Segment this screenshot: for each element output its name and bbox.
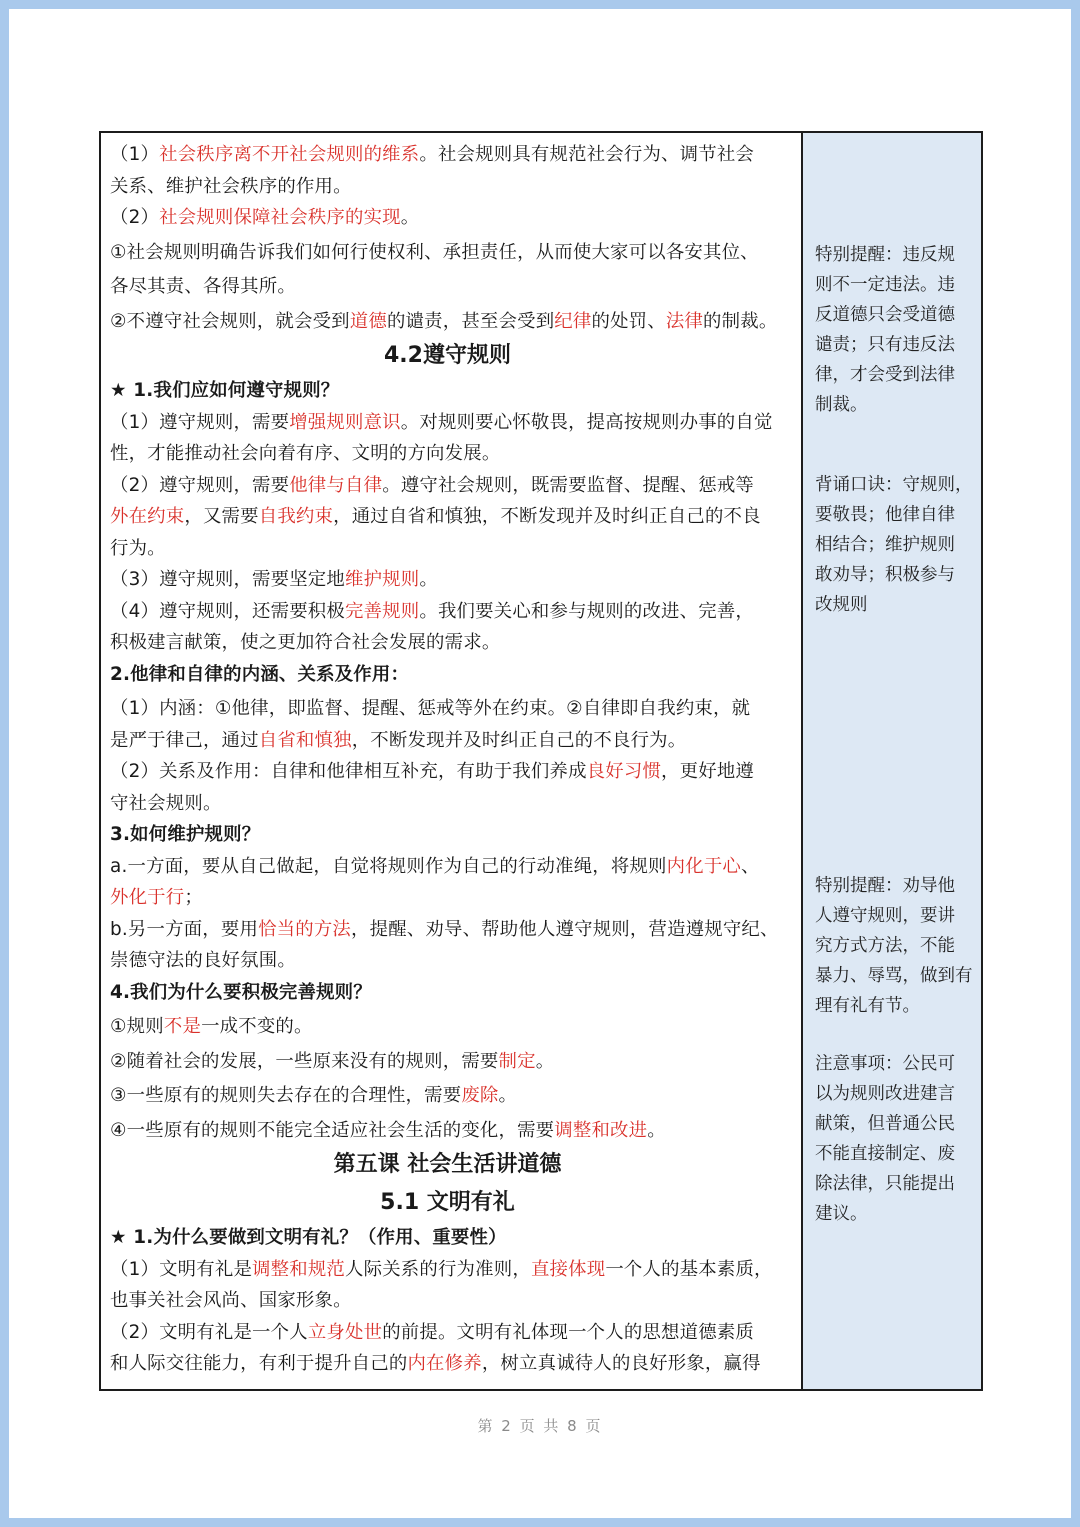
text-line: （2）社会规则保障社会秩序的实现。 — [110, 207, 420, 228]
text-line: （1）社会秩序离不开社会规则的维系。社会规则具有规范社会行为、调节社会 — [110, 144, 755, 165]
text-line: ④一些原有的规则不能完全适应社会生活的变化，需要调整和改进。 — [110, 1119, 666, 1141]
text-line: 关系、维护社会秩序的作用。 — [110, 175, 352, 197]
document-page — [9, 9, 1071, 1518]
reminder-note: 特别提醒：劝导他 人遵守规则，要讲 究方式方法，不能 暴力、辱骂，做到有 理有礼有节。 — [815, 876, 973, 1016]
text-line: （1）内涵：①他律，即监督、提醒、惩戒等外在约束。②自律即自我约束，就 — [110, 698, 751, 719]
text-line: 和人际交往能力，有利于提升自己的内在修养，树立真诚待人的良好形象，赢得 — [110, 1353, 761, 1374]
text-line: ②不遵守社会规则，就会受到道德的谴责，甚至会受到纪律的处罚、法律的制裁。 — [110, 310, 778, 332]
question-heading: 3.如何维护规则？ — [110, 824, 261, 845]
text-line: ③一些原有的规则失去存在的合理性，需要废除。 — [110, 1085, 518, 1106]
question-heading: ★ 1.我们应如何遵守规则？ — [110, 380, 340, 401]
text-line: b.另一方面，要用恰当的方法，提醒、劝导、帮助他人遵守规则，营造遵规守纪、 — [110, 918, 779, 940]
text-line: 性，才能推动社会向着有序、文明的方向发展。 — [110, 443, 501, 464]
question-heading: 4.我们为什么要积极完善规则？ — [110, 981, 372, 1003]
section-heading: 5.1 文明有礼 — [380, 1190, 515, 1215]
question-heading: ★ 1.为什么要做到文明有礼？（作用、重要性） — [110, 1227, 507, 1248]
text-line: 守社会规则。 — [110, 792, 222, 814]
text-line: 积极建言献策，使之更加符合社会发展的需求。 — [110, 632, 501, 653]
text-line: ①社会规则明确告诉我们如何行使权利、承担责任，从而使大家可以各安其位、 — [110, 241, 759, 263]
reminder-note: 特别提醒：违反规 则不一定违法。违 反道德只会受道德 谴责；只有违反法 律，才会受到法律 制裁。 — [815, 245, 955, 415]
text-line: 是严于律己，通过自省和慎独，不断发现并及时纠正自己的不良行为。 — [110, 729, 687, 751]
text-line: （1）遵守规则，需要增强规则意识。对规则要心怀敬畏，提高按规则办事的自觉 — [110, 411, 773, 433]
notes-table — [99, 131, 983, 1391]
section-heading: 4.2遵守规则 — [384, 343, 511, 368]
mnemonic-note: 背诵口诀：守规则， 要敬畏；他律自律 相结合；维护规则 敢劝导；积极参与 改规则 — [815, 475, 973, 615]
text-line: （3）遵守规则，需要坚定地维护规则。 — [110, 569, 438, 590]
page-number: 第 2 页 共 8 页 — [477, 1417, 603, 1435]
text-line: 崇德守法的良好氛围。 — [110, 950, 296, 971]
text-line: 也事关社会风尚、国家形象。 — [110, 1290, 352, 1311]
text-line: 各尽其责、各得其所。 — [110, 276, 296, 297]
text-line: 外化于行； — [110, 887, 203, 908]
text-line: （2）关系及作用：自律和他律相互补充，有助于我们养成良好习惯，更好地遵 — [110, 761, 755, 782]
text-line: 行为。 — [110, 537, 166, 559]
text-line: ②随着社会的发展，一些原来没有的规则，需要制定。 — [110, 1050, 555, 1072]
text-line: 外在约束，又需要自我约束，通过自省和慎独，不断发现并及时纠正自己的不良 — [110, 506, 761, 527]
text-line: （4）遵守规则，还需要积极完善规则。我们要关心和参与规则的改进、完善， — [110, 600, 755, 622]
question-heading: 2.他律和自律的内涵、关系及作用： — [110, 663, 410, 685]
lesson-heading: 第五课 社会生活讲道德 — [333, 1152, 562, 1177]
main-content-column — [101, 133, 803, 1389]
text-line: （2）文明有礼是一个人立身处世的前提。文明有礼体现一个人的思想道德素质 — [110, 1321, 755, 1343]
text-line: （1）文明有礼是调整和规范人际关系的行为准则，直接体现一个人的基本素质， — [110, 1258, 773, 1280]
caution-note: 注意事项：公民可 以为规则改进建言 献策，但普通公民 不能直接制定、废 除法律，只能提出 建议。 — [815, 1054, 955, 1224]
text-line: ①规则不是一成不变的。 — [110, 1016, 313, 1037]
text-line: （2）遵守规则，需要他律与自律。遵守社会规则，既需要监督、提醒、惩戒等 — [110, 474, 755, 496]
side-notes-column — [803, 133, 981, 1389]
text-line: a.一方面，要从自己做起，自觉将规则作为自己的行动准绳，将规则内化于心、 — [110, 855, 760, 877]
